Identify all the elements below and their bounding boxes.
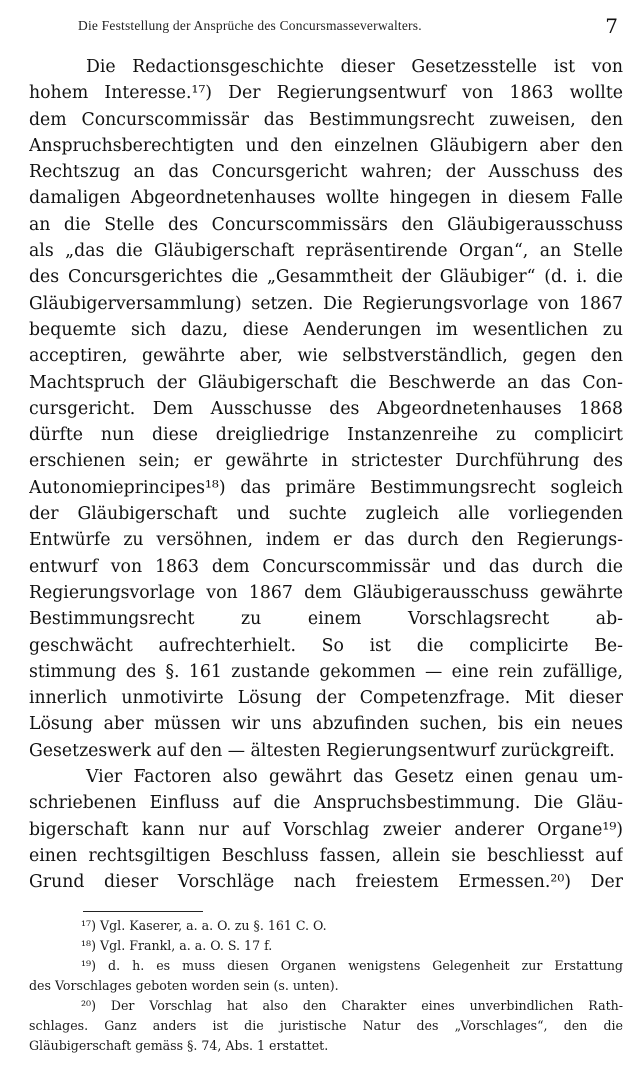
text-line: als „das die Gläubigerschaft repräsentirende Organ“, an Stelle xyxy=(29,241,623,262)
text-line: bigerschaft kann nur auf Vorschlag zweier anderer Organe¹⁹) xyxy=(29,819,623,840)
body-text xyxy=(29,54,623,896)
text-line: Die Redactionsgeschichte dieser Gesetzesstelle ist von xyxy=(86,57,623,77)
text-line: einen rechtsgiltigen Beschluss fassen, allein sie beschliesst auf xyxy=(29,845,623,866)
text-line: schriebenen Einfluss auf die Anspruchsbestimmung. Die Gläu- xyxy=(29,793,623,814)
footnote-line: ¹⁸) Vgl. Frankl, a. a. O. S. 17 f. xyxy=(81,938,273,953)
text-line: Bestimmungsrecht zu einem Vorschlagsrecht ab- xyxy=(29,609,623,630)
text-line: acceptiren, gewährte aber, wie selbstverständlich, gegen den xyxy=(29,346,623,367)
text-line: hohem Interesse.¹⁷) Der Regierungsentwurf von 1863 wollte xyxy=(29,83,623,104)
text-line: Regierungsvorlage von 1867 dem Gläubigerausschuss gewährte xyxy=(29,582,623,603)
text-line: der Gläubigerschaft und suchte zugleich alle vorliegenden xyxy=(29,504,623,525)
footnote-line: ¹⁷) Vgl. Kaserer, a. a. O. zu §. 161 C. O. xyxy=(81,918,327,933)
text-line: dem Concurscommissär das Bestimmungsrecht zuweisen, den xyxy=(29,109,623,130)
text-line: an die Stelle des Concurscommissärs den Gläubigerausschuss xyxy=(29,214,623,235)
footnote-line: ²⁰) Der Vorschlag hat also den Charakter eines unverbindlichen Rath- xyxy=(81,998,623,1013)
footnote-line: schlages. Ganz anders ist die juristische Natur des „Vorschlages“, den die xyxy=(29,1018,623,1033)
text-line: cursgericht. Dem Ausschusse des Abgeordnetenhauses 1868 xyxy=(29,398,623,419)
text-line: stimmung des §. 161 zustande gekommen — eine rein zufällige, xyxy=(29,661,623,682)
text-line: Vier Factoren also gewährt das Gesetz einen genau um- xyxy=(86,767,623,788)
text-line: Anspruchsberechtigten und den einzelnen Gläubigern aber den xyxy=(29,135,623,156)
text-line: des Concursgerichtes die „Gesammtheit der Gläubiger“ (d. i. die xyxy=(29,267,623,288)
text-line: innerlich unmotivirte Lösung der Competenzfrage. Mit dieser xyxy=(29,688,623,709)
text-line: Lösung aber müssen wir uns abzufinden suchen, bis ein neues xyxy=(29,714,623,735)
text-line: bequemte sich dazu, diese Aenderungen im wesentlichen zu xyxy=(29,319,623,340)
text-line: damaligen Abgeordnetenhauses wollte hingegen in diesem Falle xyxy=(29,188,623,209)
text-line: dürfte nun diese dreigliedrige Instanzenreihe zu complicirt xyxy=(29,425,623,446)
footnote-line: ¹⁹) d. h. es muss diesen Organen wenigstens Gelegenheit zur Erstattung xyxy=(81,958,623,973)
footnote-line: des Vorschlages geboten worden sein (s. unten). xyxy=(29,978,339,993)
text-line: Rechtszug an das Concursgericht wahren; der Ausschuss des xyxy=(29,162,623,183)
text-line: Gesetzeswerk auf den — ältesten Regierungsentwurf zurückgreift. xyxy=(29,740,615,761)
text-line: entwurf von 1863 dem Concurscommissär und das durch die xyxy=(29,556,623,577)
footnotes xyxy=(29,916,623,1056)
page-number: 7 xyxy=(605,14,618,38)
text-line: erschienen sein; er gewährte in strictester Durchführung des xyxy=(29,451,623,472)
text-line: Gläubigerversammlung) setzen. Die Regierungsvorlage von 1867 xyxy=(29,293,623,314)
text-line: Autonomieprincipes¹⁸) das primäre Bestimmungsrecht sogleich xyxy=(29,477,623,498)
footnote-line: Gläubigerschaft gemäss §. 74, Abs. 1 erstattet. xyxy=(29,1038,329,1053)
text-line: Entwürfe zu versöhnen, indem er das durch den Regierungs- xyxy=(29,530,623,551)
text-line: Machtspruch der Gläubigerschaft die Beschwerde an das Con- xyxy=(29,372,623,393)
text-line: geschwächt aufrechterhielt. So ist die complicirte Be- xyxy=(29,635,623,656)
running-head-title: Die Feststellung der Ansprüche des Concursmasseverwalters. xyxy=(78,18,422,33)
running-head xyxy=(78,14,618,40)
text-line: Grund dieser Vorschläge nach freiestem Ermessen.²⁰) Der xyxy=(29,872,623,893)
footnote-divider xyxy=(83,911,203,912)
